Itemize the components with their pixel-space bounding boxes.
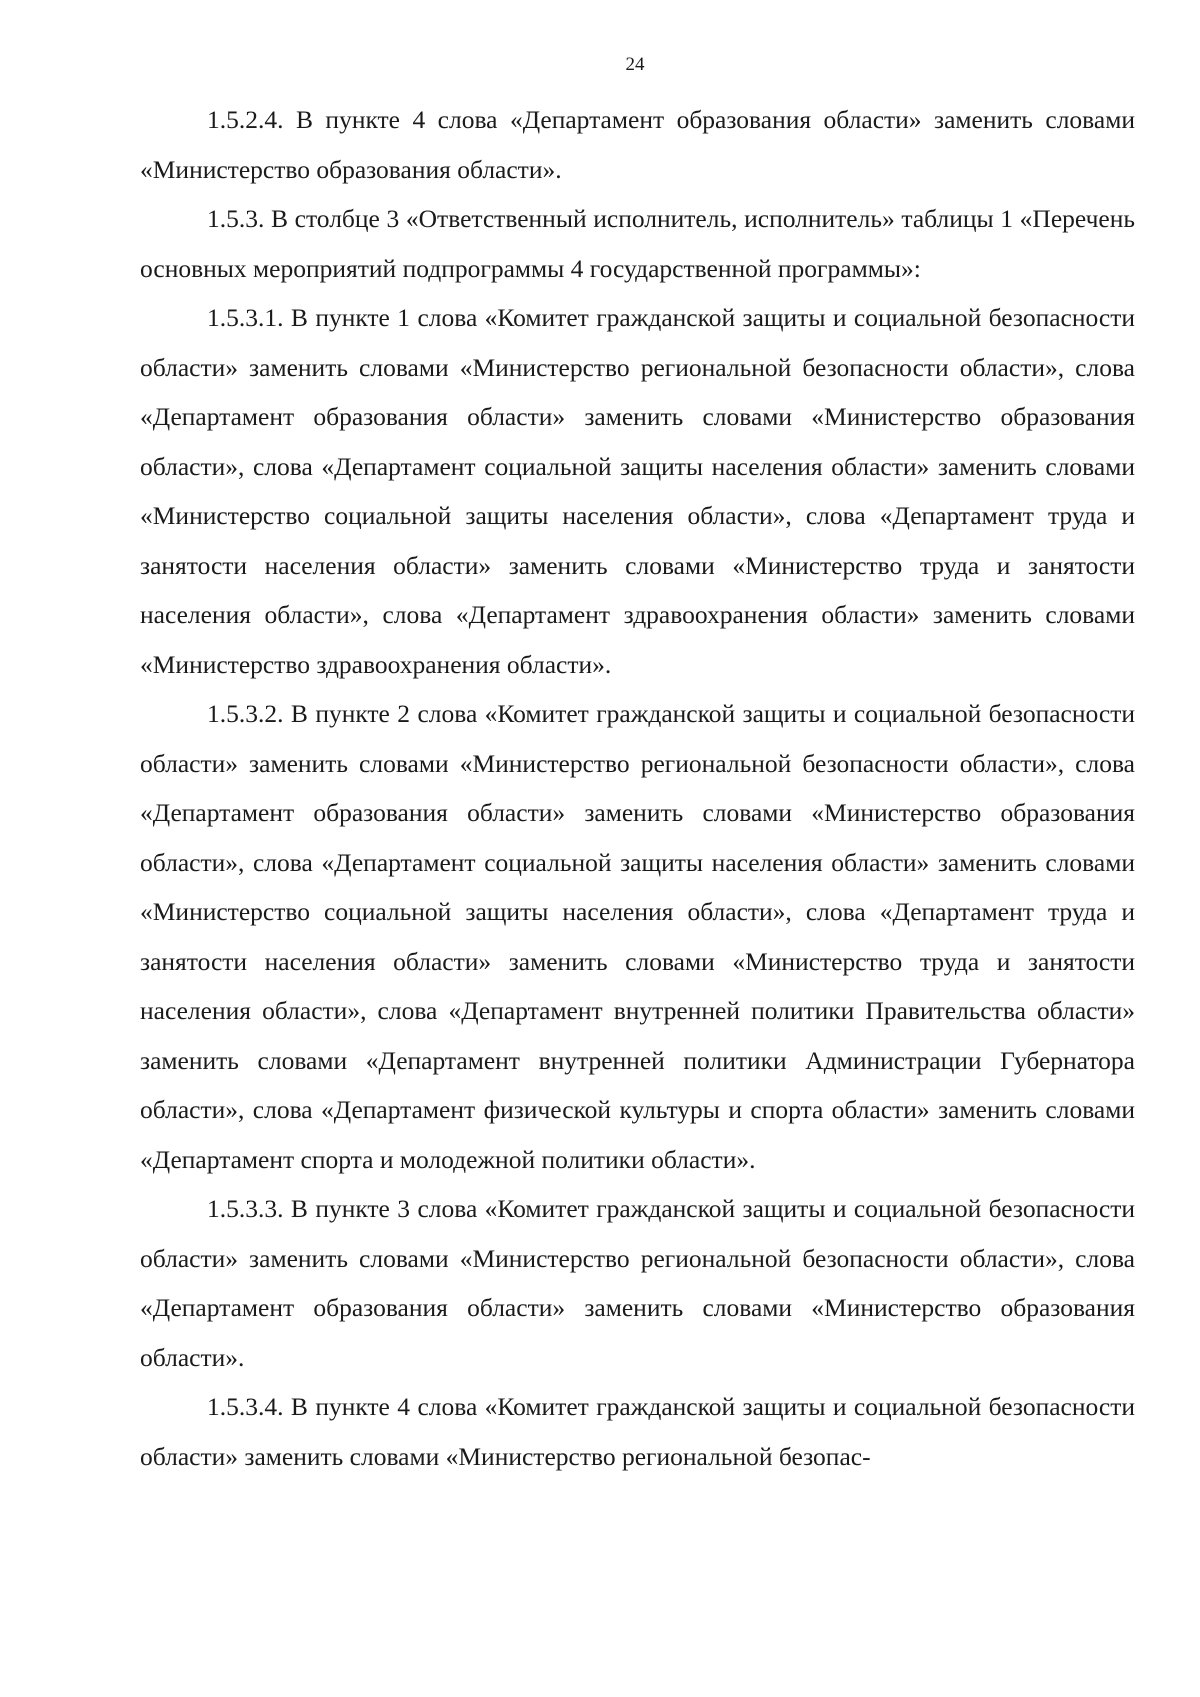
paragraph-1-5-3: 1.5.3. В столбце 3 «Ответственный исполнитель, исполнитель» таблицы 1 «Перечень основных мероприятий подпрограммы 4 государственной программы»: (140, 204, 1135, 283)
document-body (140, 95, 1135, 1481)
paragraph-1-5-3-1: 1.5.3.1. В пункте 1 слова «Комитет гражданской защиты и социальной безопасности области» заменить словами «Министерство региональной безопасности области», слова «Департамент образования области» заменить словами «Министерство образования области», слова «Департамент социальной защиты населения области» заменить словами «Министерство социальной защиты населения области», слова «Департамент труда и занятости населения области» заменить словами «Министерство труда и занятости населения области», слова «Департамент здравоохранения области» заменить словами «Министерство здравоохранения области». (140, 303, 1135, 679)
paragraph-1-5-2-4: 1.5.2.4. В пункте 4 слова «Департамент образования области» заменить словами «Министерство образования области». (140, 105, 1135, 184)
page-number: 24 (625, 54, 645, 75)
paragraph-1-5-3-4: 1.5.3.4. В пункте 4 слова «Комитет гражданской защиты и социальной безопасности области» заменить словами «Министерство региональной безопас- (140, 1392, 1135, 1471)
paragraph-1-5-3-3: 1.5.3.3. В пункте 3 слова «Комитет гражданской защиты и социальной безопасности области» заменить словами «Министерство региональной безопасности области», слова «Департамент образования области» заменить словами «Министерство образования области». (140, 1194, 1135, 1372)
paragraph-1-5-3-2: 1.5.3.2. В пункте 2 слова «Комитет гражданской защиты и социальной безопасности области» заменить словами «Министерство региональной безопасности области», слова «Департамент образования области» заменить словами «Министерство образования области», слова «Департамент социальной защиты населения области» заменить словами «Министерство социальной защиты населения области», слова «Департамент труда и занятости населения области» заменить словами «Министерство труда и занятости населения области», слова «Департамент внутренней политики Правительства области» заменить словами «Департамент внутренней политики Администрации Губернатора области», слова «Департамент физической культуры и спорта области» заменить словами «Департамент спорта и молодежной политики области». (140, 699, 1135, 1174)
